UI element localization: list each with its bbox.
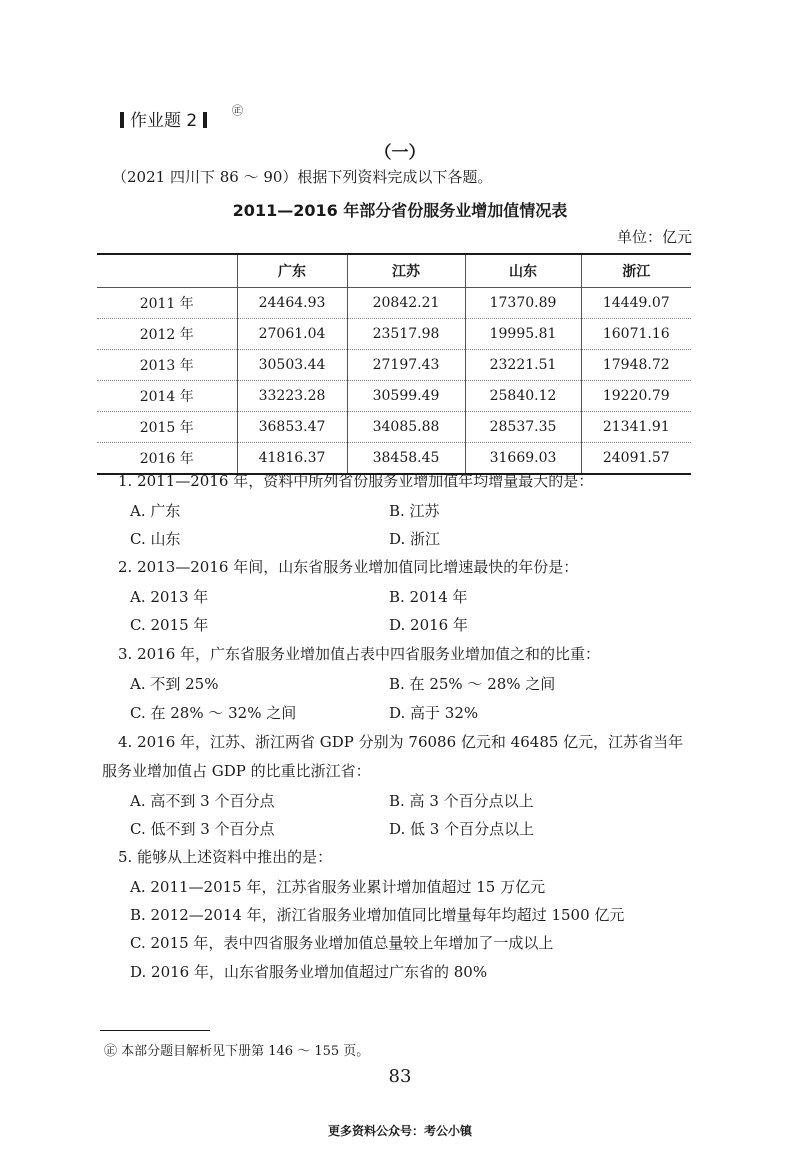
year-cell: 2016 年 xyxy=(97,443,237,475)
unit-label: 单位：亿元 xyxy=(616,228,692,246)
question-4-stem-line2: 服务业增加值占 GDP 的比重比浙江省： xyxy=(102,762,371,780)
question-4-option-c: C. 低不到 3 个百分点 xyxy=(130,820,275,838)
year-cell: 2013 年 xyxy=(97,350,237,381)
header-cell xyxy=(97,254,237,288)
year-cell: 2014 年 xyxy=(97,381,237,412)
value-cell: 28537.35 xyxy=(465,412,581,443)
value-cell: 19995.81 xyxy=(465,319,581,350)
heading-text: 作业题 2 xyxy=(130,111,198,131)
value-cell: 31669.03 xyxy=(465,443,581,475)
question-5-option-d: D. 2016 年，山东省服务业增加值超过广东省的 80% xyxy=(130,963,488,981)
year-cell: 2011 年 xyxy=(97,288,237,319)
table-row xyxy=(97,381,691,412)
year-cell: 2015 年 xyxy=(97,412,237,443)
question-3-option-d: D. 高于 32% xyxy=(389,704,479,722)
footnote: ㊣ 本部分题目解析见下册第 146 ～ 155 页。 xyxy=(104,1044,370,1059)
question-3-option-c: C. 在 28% ～ 32% 之间 xyxy=(130,704,297,722)
value-cell: 23517.98 xyxy=(347,319,465,350)
question-3-option-b: B. 在 25% ～ 28% 之间 xyxy=(389,675,556,693)
value-cell: 36853.47 xyxy=(237,412,347,443)
question-5-option-a: A. 2011—2015 年，江苏省服务业累计增加值超过 15 万亿元 xyxy=(130,878,546,896)
question-5-option-c: C. 2015 年，表中四省服务业增加值总量较上年增加了一成以上 xyxy=(130,934,554,952)
header-cell: 浙江 xyxy=(581,254,691,288)
question-4-option-d: D. 低 3 个百分点以上 xyxy=(389,820,535,838)
value-cell: 21341.91 xyxy=(581,412,691,443)
heading-bar-left xyxy=(120,112,124,128)
page-number: 83 xyxy=(388,1066,412,1087)
value-cell: 27197.43 xyxy=(347,350,465,381)
value-cell: 20842.21 xyxy=(347,288,465,319)
question-2-option-b: B. 2014 年 xyxy=(389,588,468,606)
value-cell: 33223.28 xyxy=(237,381,347,412)
question-4-option-a: A. 高不到 3 个百分点 xyxy=(130,792,275,810)
value-cell: 38458.45 xyxy=(347,443,465,475)
heading-bar-right xyxy=(203,112,207,128)
value-cell: 25840.12 xyxy=(465,381,581,412)
value-cell: 16071.16 xyxy=(581,319,691,350)
table-row xyxy=(97,350,691,381)
value-cell: 24464.93 xyxy=(237,288,347,319)
year-cell: 2012 年 xyxy=(97,319,237,350)
question-2-stem: 2. 2013—2016 年间，山东省服务业增加值同比增速最快的年份是： xyxy=(118,558,579,576)
question-1-stem: 1. 2011—2016 年，资料中所列省份服务业增加值年均增量最大的是： xyxy=(118,472,594,490)
watermark-text: 更多资料公众号：考公小镇 xyxy=(327,1124,472,1138)
question-2-option-a: A. 2013 年 xyxy=(130,588,209,606)
value-cell: 14449.07 xyxy=(581,288,691,319)
value-cell: 17948.72 xyxy=(581,350,691,381)
header-cell: 广东 xyxy=(237,254,347,288)
value-cell: 30503.44 xyxy=(237,350,347,381)
value-cell: 30599.49 xyxy=(347,381,465,412)
section-title: （一） xyxy=(374,143,426,163)
value-cell: 34085.88 xyxy=(347,412,465,443)
question-2-option-c: C. 2015 年 xyxy=(130,616,209,634)
table-row xyxy=(97,412,691,443)
question-3-option-a: A. 不到 25% xyxy=(130,675,219,693)
question-2-option-d: D. 2016 年 xyxy=(389,616,468,634)
value-cell: 19220.79 xyxy=(581,381,691,412)
table-header-row xyxy=(97,254,691,288)
question-5-stem: 5. 能够从上述资料中推出的是： xyxy=(118,848,333,866)
header-cell: 江苏 xyxy=(347,254,465,288)
question-1-option-c: C. 山东 xyxy=(130,530,181,548)
question-4-stem-line1: 4. 2016 年，江苏、浙江两省 GDP 分别为 76086 亿元和 46485 亿元，江苏省当年 xyxy=(118,733,684,751)
footnote-mark-icon: ㊣ xyxy=(232,104,243,117)
table-row xyxy=(97,319,691,350)
data-table xyxy=(97,253,691,475)
homework-heading xyxy=(120,106,207,131)
table-title: 2011—2016 年部分省份服务业增加值情况表 xyxy=(232,201,568,220)
question-1-option-d: D. 浙江 xyxy=(389,530,441,548)
value-cell: 23221.51 xyxy=(465,350,581,381)
value-cell: 24091.57 xyxy=(581,443,691,475)
question-3-stem: 3. 2016 年，广东省服务业增加值占表中四省服务业增加值之和的比重： xyxy=(118,645,601,663)
source-line: （2021 四川下 86 ～ 90）根据下列资料完成以下各题。 xyxy=(112,168,493,186)
value-cell: 17370.89 xyxy=(465,288,581,319)
value-cell: 41816.37 xyxy=(237,443,347,475)
question-1-option-b: B. 江苏 xyxy=(389,502,440,520)
table-row xyxy=(97,288,691,319)
header-cell: 山东 xyxy=(465,254,581,288)
question-4-option-b: B. 高 3 个百分点以上 xyxy=(389,792,534,810)
footnote-divider xyxy=(100,1030,210,1031)
question-1-option-a: A. 广东 xyxy=(130,502,181,520)
question-5-option-b: B. 2012—2014 年，浙江省服务业增加值同比增量每年均超过 1500 亿元 xyxy=(130,906,625,924)
value-cell: 27061.04 xyxy=(237,319,347,350)
